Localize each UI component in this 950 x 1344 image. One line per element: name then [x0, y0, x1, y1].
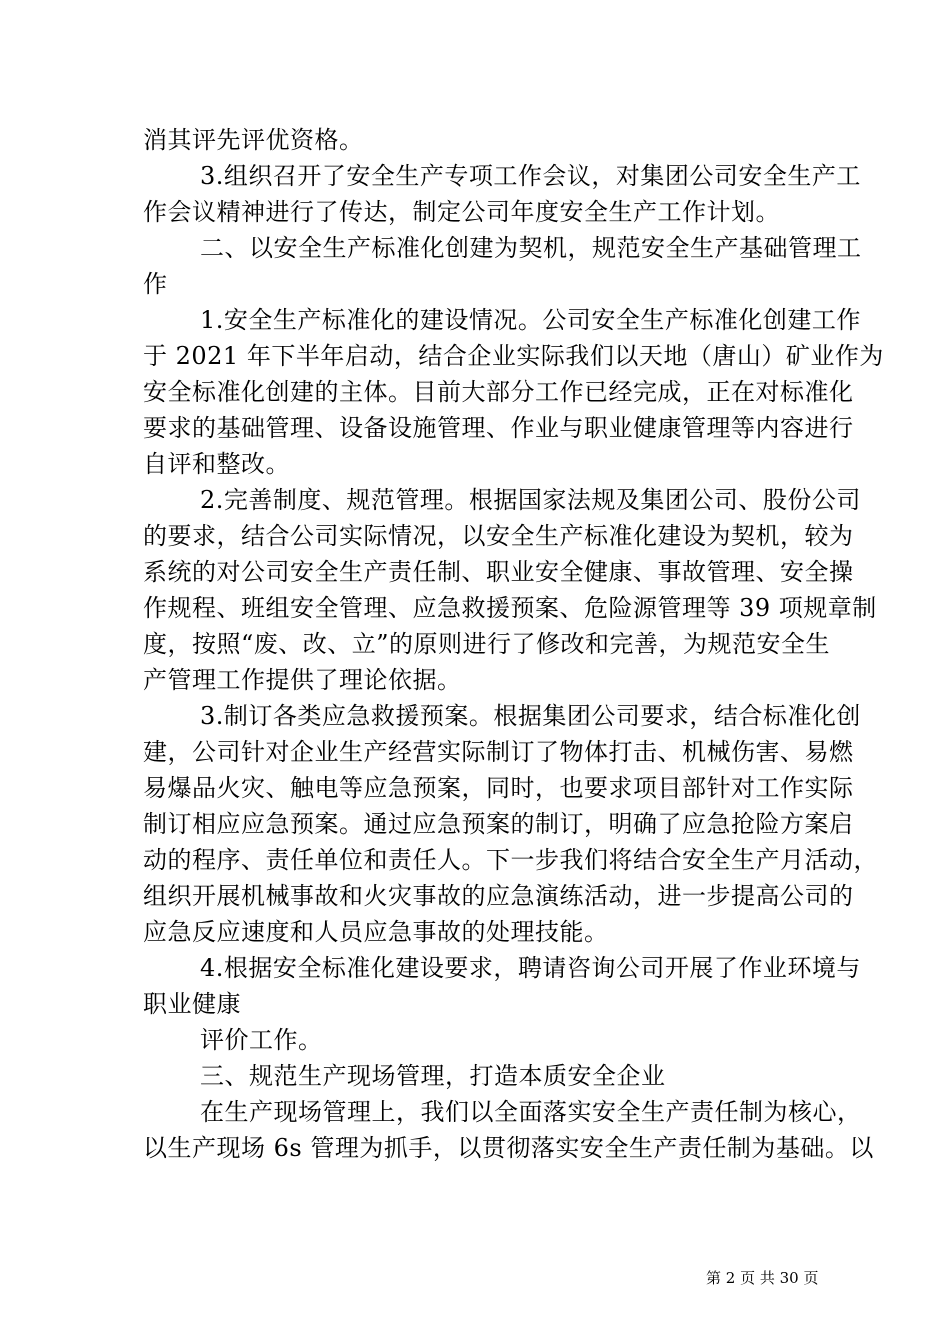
- text-line: 自评和整改。: [143, 450, 290, 478]
- text-line: 制订相应应急预案。通过应急预案的制订，明确了应急抢险方案启: [143, 810, 854, 838]
- section-heading: 三、规范生产现场管理，打造本质安全企业: [200, 1062, 666, 1090]
- text-line: 3.制订各类应急救援预案。根据集团公司要求，结合标准化创: [200, 702, 861, 730]
- text-line: 职业健康: [143, 990, 241, 1018]
- text-line: 度，按照“废、改、立”的原则进行了修改和完善，为规范安全生: [143, 630, 831, 658]
- section-heading: 二、以安全生产标准化创建为契机，规范安全生产基础管理工: [200, 234, 862, 262]
- text-line: 易爆品火灾、触电等应急预案，同时，也要求项目部针对工作实际: [143, 774, 854, 802]
- text-line: 2.完善制度、规范管理。根据国家法规及集团公司、股份公司: [200, 486, 861, 514]
- text-line: 的要求，结合公司实际情况，以安全生产标准化建设为契机，较为: [143, 522, 854, 550]
- text-line: 应急反应速度和人员应急事故的处理技能。: [143, 918, 609, 946]
- text-line: 以生产现场 6s 管理为抓手，以贯彻落实安全生产责任制为基础。以: [143, 1134, 874, 1162]
- text-line: 4.根据安全标准化建设要求，聘请咨询公司开展了作业环境与: [200, 954, 861, 982]
- text-line: 安全标准化创建的主体。目前大部分工作已经完成，正在对标准化: [143, 378, 854, 406]
- text-line: 消其评先评优资格。: [143, 126, 364, 154]
- text-line: 系统的对公司安全生产责任制、职业安全健康、事故管理、安全操: [143, 558, 854, 586]
- text-line: 要求的基础管理、设备设施管理、作业与职业健康管理等内容进行: [143, 414, 854, 442]
- text-line: 产管理工作提供了理论依据。: [143, 666, 462, 694]
- text-line: 组织开展机械事故和火灾事故的应急演练活动，进一步提高公司的: [143, 882, 854, 910]
- text-line: 评价工作。: [200, 1026, 323, 1054]
- text-line: 在生产现场管理上，我们以全面落实安全生产责任制为核心，: [200, 1098, 862, 1126]
- text-line: 动的程序、责任单位和责任人。下一步我们将结合安全生产月活动，: [143, 846, 878, 874]
- section-heading: 作: [143, 270, 168, 298]
- text-line: 于 2021 年下半年启动，结合企业实际我们以天地（唐山）矿业作为: [143, 342, 884, 370]
- text-line: 3.组织召开了安全生产专项工作会议，对集团公司安全生产工: [200, 162, 861, 190]
- text-line: 作规程、班组安全管理、应急救援预案、危险源管理等 39 项规章制: [143, 594, 877, 622]
- text-line: 作会议精神进行了传达，制定公司年度安全生产工作计划。: [143, 198, 780, 226]
- text-line: 1.安全生产标准化的建设情况。公司安全生产标准化创建工作: [200, 306, 861, 334]
- text-line: 建，公司针对企业生产经营实际制订了物体打击、机械伤害、易燃: [143, 738, 854, 766]
- page-number: 第 2 页 共 30 页: [706, 1269, 819, 1287]
